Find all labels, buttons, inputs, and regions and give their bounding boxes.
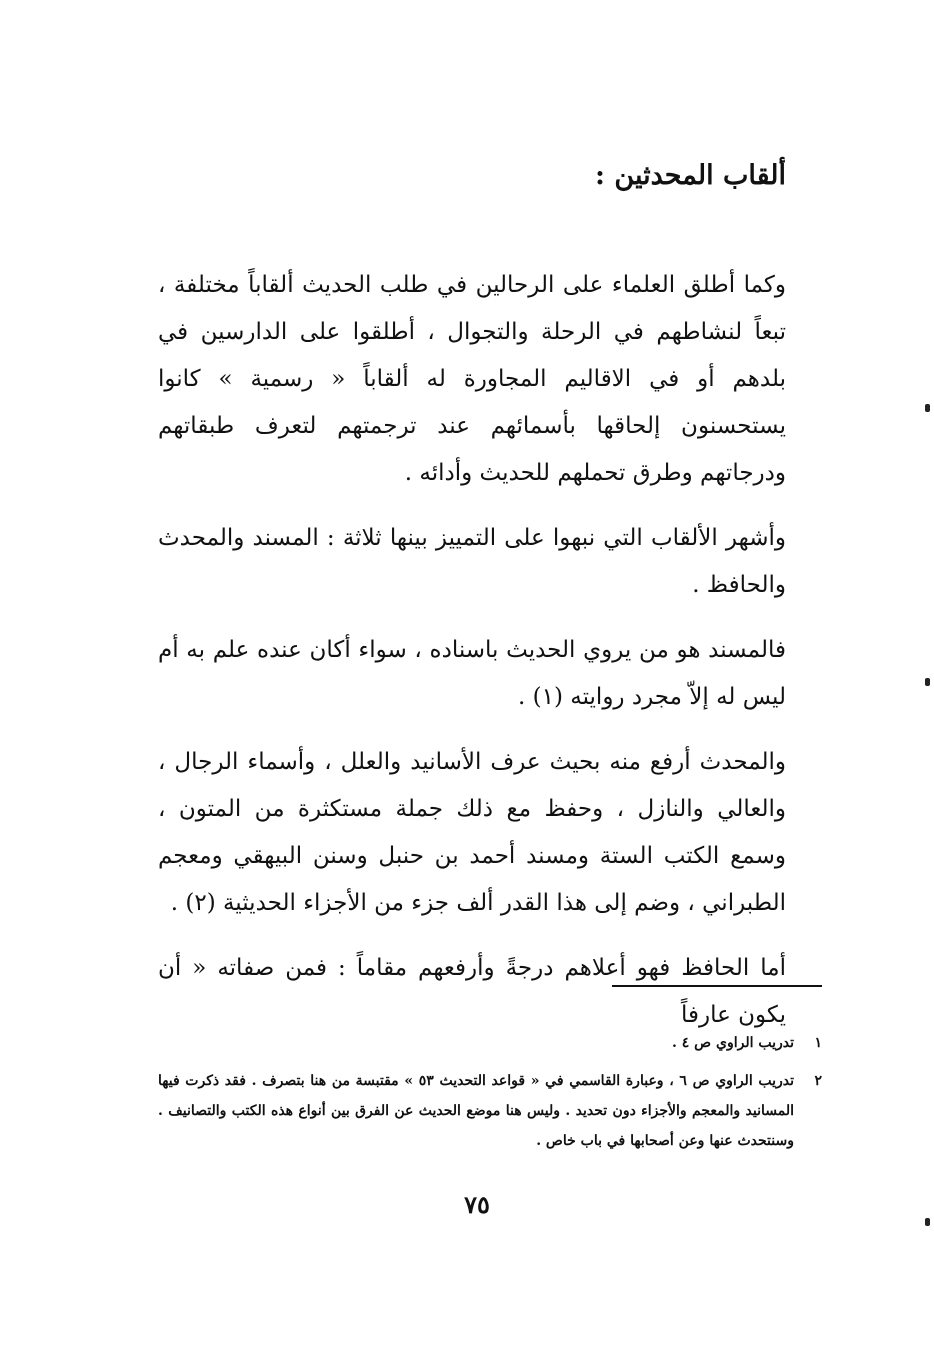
scan-edge-mark [925, 678, 930, 686]
footnotes [158, 1028, 822, 1164]
paragraph-3: فالمسند هو من يروي الحديث باسناده ، سواء أكان عنده علم به أم ليس له إلاّ مجرد روايته (١) . [158, 637, 786, 710]
footnote-1 [158, 1028, 822, 1058]
footnote-number: ٢ [814, 1073, 822, 1089]
footnote-text: تدريب الراوي ص ٦ ، وعبارة القاسمي في « قواعد التحديث ٥٣ » مقتبسة من هنا بتصرف . فقد ذكرت فيها المسانيد والمعجم والأجزاء دون تحديد . وليس هنا موضع الحديث عن الفرق بين أنواع هذه الكتب والتصانيف . وسنتحدث عنها وعن أصحابها في باب خاص . [158, 1073, 795, 1149]
footnote-text: تدريب الراوي ص ٤ . [672, 1035, 794, 1051]
paragraph-1: وكما أطلق العلماء على الرحالين في طلب الحديث ألقاباً مختلفة ، تبعاً لنشاطهم في الرحلة والتجوال ، أطلقوا على الدارسين في بلدهم أو في الاقاليم المجاورة له ألقاباً « رسمية » كانوا يستحسنون إلحاقها بأسمائهم عند ترجمتهم لتعرف طبقاتهم ودرجاتهم وطرق تحملهم للحديث وأدائه . [158, 272, 786, 486]
footnote-2 [158, 1066, 822, 1156]
scan-edge-mark [925, 404, 930, 412]
section-heading: ألقاب المحدثين : [595, 160, 786, 191]
footnote-separator [612, 985, 822, 987]
scan-edge-mark [925, 1218, 930, 1226]
page-number: ٧٥ [464, 1190, 490, 1219]
paragraph-5: أما الحافظ فهو أعلاهم درجةً وأرفعهم مقاماً : فمن صفاته « أن يكون عارفاً [158, 955, 786, 1028]
body-text [158, 262, 786, 1039]
footnote-number: ١ [814, 1035, 822, 1051]
paragraph-4: والمحدث أرفع منه بحيث عرف الأسانيد والعلل ، وأسماء الرجال ، والعالي والنازل ، وحفظ مع ذلك جملة مستكثرة من المتون ، وسمع الكتب الستة ومسند أحمد بن حنبل وسنن البيهقي ومعجم الطبراني ، وضم إلى هذا القدر ألف جزء من الأجزاء الحديثية (٢) . [158, 749, 786, 916]
paragraph-2: وأشهر الألقاب التي نبهوا على التمييز بينها ثلاثة : المسند والمحدث والحافظ . [158, 525, 786, 598]
